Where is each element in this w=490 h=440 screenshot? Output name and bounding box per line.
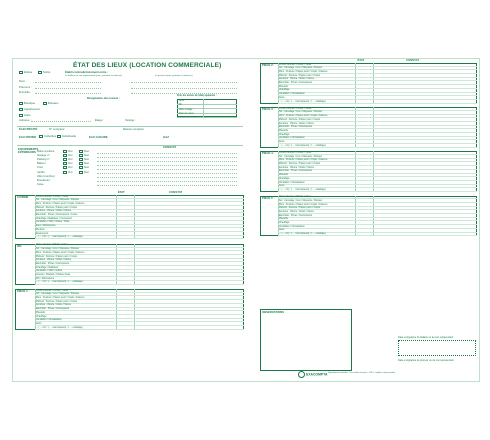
page-title: ÉTAT DES LIEUX (LOCATION COMMERCIALE) — [73, 62, 222, 69]
row-label: Murs : Peinture / Papier peint / Crépis / Faïence — [36, 297, 85, 299]
row-label: Plafond : Peinture / Papier peint / Crépis — [279, 207, 320, 210]
signature-preneur-label: Date et signature du preneur ou de son représentant — [398, 359, 454, 362]
row-label: Plafond : Peinture / Papier peint / Crépis — [279, 118, 320, 121]
equipement-line[interactable] — [97, 169, 237, 170]
row-label: Ventilation / Climatisation — [279, 93, 305, 96]
row-label: Électricité : Prises / Interrupteurs — [279, 170, 313, 173]
local-type-checkbox[interactable] — [43, 102, 47, 105]
oui-checkbox[interactable] — [63, 154, 67, 157]
row-label: Autre — [279, 96, 285, 99]
row-label: Plafond : Peinture / Papier peint / Crépis — [36, 300, 77, 303]
non-checkbox[interactable] — [79, 162, 83, 165]
row-label: Ventilation / Climatisation — [36, 319, 62, 322]
id-field-label: Prénoms : — [19, 84, 32, 89]
row-label: Ventilation / Climatisation — [279, 137, 305, 140]
bailleur-field-line[interactable] — [35, 82, 101, 83]
keys-row-label: Date d'usage — [179, 108, 193, 111]
row-label: Murs : Peinture / Papier peint / Crépis / Faïence — [36, 202, 85, 205]
observations-box[interactable] — [260, 309, 352, 371]
keys-row-label: Nbre — [179, 99, 184, 102]
row-label: Évier / Robinetterie — [36, 225, 56, 228]
etat-header: ÉTAT — [357, 57, 365, 62]
keys-title: Pour les termes de (date) appareils : — [177, 95, 217, 97]
row-label: Électricité : Prises / Interrupteurs — [279, 82, 313, 84]
room-name: PIÈCE 4 : — [262, 151, 275, 156]
non-label: Non — [84, 157, 90, 162]
row-label: ... (.....m²) / (..... interrupteurs) / (..... éclairage) — [36, 326, 83, 329]
oui-label: Oui — [68, 149, 73, 153]
electricite-label: ÉLECTRICITÉ — [19, 127, 38, 131]
row-label: Fenêtres : Vitrerie / Volets / Stores — [279, 78, 314, 81]
local-type-label: Autre — [24, 113, 31, 117]
row-label: Plafond : Peinture / Papier peint / Crépis — [36, 255, 77, 258]
row-label: Portes d'entrée / Plinthe / Vitres — [279, 196, 312, 199]
row-label: Plafond : Peinture / Papier peint / Crépis — [279, 74, 320, 77]
preneur-field-line[interactable] — [131, 93, 237, 94]
row-label: Chauffage — [279, 89, 290, 92]
oui-label: Oui — [68, 153, 73, 158]
collective-label: Collective — [44, 134, 57, 138]
row-label: Fenêtres : Vitrerie / Volets / Stores — [36, 304, 71, 307]
row-label: Fenêtres : Vitrerie / Volets / Stores — [36, 210, 71, 213]
document-sheet — [12, 58, 480, 382]
local-type-label: Bureaux — [48, 101, 59, 105]
non-label: Non — [84, 169, 90, 174]
equipement-label: Cour — [37, 165, 44, 170]
preneur-caption: Le preneur (nom, prénoms et adresse) — [155, 75, 193, 77]
row-label: Chauffage / Radiateur — [36, 266, 59, 269]
row-label: Sol : Carrelage / Lino / Moquette / Parquet — [36, 248, 80, 251]
row-label: Plafond : Peinture / Papier peint / Crépis — [279, 163, 320, 165]
index-label: Relevé compteur — [123, 127, 145, 131]
individuelle-checkbox[interactable] — [57, 135, 61, 138]
divider — [17, 145, 243, 146]
equipement-label: Jardin — [37, 169, 45, 174]
brand-name: EXACOMPTA — [306, 372, 328, 377]
constat-header: CONSTAT — [169, 189, 183, 194]
entree-checkbox[interactable] — [19, 71, 23, 74]
signature-bailleur-label: Date et signature du bailleur ou de son représentant — [398, 336, 454, 339]
equipement-line[interactable] — [97, 185, 237, 186]
row-label: ... (.....m²) / (..... interrupteurs) / (..... éclairage) — [279, 100, 326, 103]
observations-label: OBSERVATIONS — [262, 310, 284, 314]
bailleur-field-line[interactable] — [35, 93, 101, 94]
sortie-label: Sortie — [43, 70, 51, 74]
row-label: Placards — [279, 129, 288, 132]
row-label: Sol : Carrelage / Lino / Moquette / Parquet — [36, 293, 80, 296]
row-label: Sol : Carrelage / Lino / Moquette / Parquet — [36, 199, 80, 202]
row-label: Autre — [279, 141, 285, 143]
row-label: Placards — [279, 174, 288, 177]
eau-chaude-label: EAU CHAUDE — [89, 135, 108, 139]
entree-label: Entrée — [24, 70, 33, 74]
row-label: Portes d'entrée / Plinthe / Vitres — [36, 289, 69, 292]
row-label: ... (.....m²) / (..... interrupteurs) / (..... éclairage) — [279, 233, 326, 236]
row-label: WC / Robinetterie — [36, 277, 55, 280]
row-label: ... (.....m²) / (..... interrupteurs) / (..... éclairage) — [279, 144, 326, 147]
equipement-line[interactable] — [97, 161, 237, 162]
oui-checkbox[interactable] — [63, 158, 67, 161]
equipement-label: Balcon — [37, 161, 46, 166]
row-label: Électricité : Prises / Interrupteurs — [279, 214, 313, 217]
row-label: Autre — [279, 185, 285, 188]
equipement-label: Émetteurs — [37, 177, 50, 182]
vestige-label: Vestige : — [125, 118, 136, 122]
non-label: Non — [84, 149, 90, 153]
equipement-label: Parking n° — [37, 157, 50, 162]
row-label: Sol : Carrelage / Lino / Moquette / Parquet — [279, 199, 323, 202]
row-label: ... (.....m²) / (..... interrupteurs) / (..... éclairage) — [36, 281, 83, 284]
room-name: WC — [17, 243, 22, 248]
adresse-label: Adresse : — [19, 118, 31, 122]
constat-header: CONSTAT — [406, 57, 420, 62]
row-label: Ventilation / Climatisation — [279, 225, 305, 228]
id-field-label: Nom : — [19, 79, 27, 83]
non-checkbox[interactable] — [79, 171, 83, 174]
equipement-line[interactable] — [97, 177, 237, 178]
oui-checkbox[interactable] — [63, 166, 67, 169]
keys-row-label: Nb — [179, 104, 182, 107]
row-label: Fenêtres : Vitrerie / Volets / Stores — [36, 259, 71, 262]
row-label: Murs : Peinture / Papier peint / Crépis / Faïence — [279, 70, 328, 73]
signature-bailleur-box[interactable] — [398, 340, 476, 356]
equipements-title: ÉQUIPEMENTS EXTÉRIEURS — [18, 147, 39, 154]
exacompta-logo-icon — [298, 371, 305, 378]
individuelle-label: Individuelle — [62, 134, 76, 138]
non-checkbox[interactable] — [79, 154, 83, 157]
equipement-line[interactable] — [97, 181, 237, 182]
equipement-line[interactable] — [97, 153, 237, 154]
non-label: Non — [84, 165, 90, 170]
keys-row-line — [177, 117, 237, 118]
collective-checkbox[interactable] — [39, 135, 43, 138]
left-page — [13, 59, 246, 381]
row-label: Fenêtres : Vitrerie / Volets / Stores — [279, 166, 314, 169]
row-label: Chauffage — [279, 222, 290, 224]
row-label: Portes d'entrée / Plinthe / Vitres — [279, 151, 312, 154]
keys-row-line — [177, 104, 237, 105]
equipement-line[interactable] — [97, 157, 237, 158]
oui-label: Oui — [68, 169, 73, 174]
oui-checkbox[interactable] — [63, 150, 67, 153]
row-label: Chauffage — [279, 177, 290, 180]
adresse-line[interactable] — [31, 121, 91, 122]
brand-logo — [298, 371, 327, 378]
row-label: Murs : Peinture / Papier peint / Crépis / Faïence — [279, 159, 328, 162]
equipements-constat-header: CONSTAT — [163, 145, 177, 149]
row-label: Électricité : Prises / Interrupteurs — [36, 262, 70, 265]
oui-label: Oui — [68, 157, 73, 162]
local-type-checkbox[interactable] — [19, 102, 23, 105]
row-label: Meubles — [36, 228, 45, 231]
non-checkbox[interactable] — [79, 158, 83, 161]
sortie-checkbox[interactable] — [38, 71, 42, 74]
row-label: Chauffage — [36, 315, 47, 318]
row-label: Murs : Peinture / Papier peint / Crépis / Faïence — [279, 203, 328, 206]
row-label: Fenêtres : Vitrerie / Volets / Stores — [279, 122, 314, 125]
eau-froide-label: EAU FROIDE — [19, 135, 37, 139]
equipement-label: Boîte à lettres — [37, 149, 55, 153]
oui-checkbox[interactable] — [63, 171, 67, 174]
row-label: Autre — [279, 229, 285, 232]
row-label: Murs : Peinture / Papier peint / Crépis / Faïence — [279, 115, 328, 118]
preneur-field-line[interactable] — [131, 82, 237, 83]
keys-col-line — [203, 99, 204, 117]
non-checkbox[interactable] — [79, 166, 83, 169]
right-page — [258, 59, 479, 381]
local-type-label: Appartement — [24, 107, 41, 111]
keys-row-label: Date de relevé — [179, 113, 194, 116]
etat-header: ÉTAT — [117, 189, 125, 194]
equipement-label: Clés (nombre) — [37, 173, 55, 178]
row-label: Sol : Carrelage / Lino / Moquette / Parquet — [279, 111, 323, 114]
row-label: Ventilation / VMC / Grilles — [36, 270, 63, 273]
oui-label: Oui — [68, 165, 73, 170]
preneur-field-line[interactable] — [131, 88, 237, 89]
row-label: Plafond : Peinture / Papier peint / Crépis — [36, 206, 77, 209]
row-label: Électricité : Prises / Interrupteurs / Lustre — [36, 214, 78, 216]
room-name: PIÈCE 2 : — [262, 63, 275, 67]
row-label: Électricité : Prises / Interrupteurs — [279, 126, 313, 129]
bailleur-field-line[interactable] — [35, 88, 101, 89]
non-label: Non — [84, 161, 90, 166]
row-label: Placards — [279, 85, 288, 88]
gaz-label: GAZ — [163, 135, 169, 139]
row-label: Murs : Peinture / Papier peint / Crépis / Faïence — [36, 251, 85, 254]
row-label: ... (.....m²) / (..... interrupteurs) / (..... éclairage) — [279, 188, 326, 191]
footer-ref: Reproduction interdite - Tous droits réservés - 2014 - modèle commercialisé — [328, 372, 396, 374]
room-name: PIÈCE 3 : — [262, 107, 275, 112]
row-label: Placards — [279, 218, 288, 221]
etabli-label: Établi contradictoirement entre : — [65, 70, 109, 74]
local-type-label: Boutique — [24, 101, 36, 105]
row-label: Portes d'entrée / Plinthe / Vitres — [36, 244, 69, 247]
oui-checkbox[interactable] — [63, 162, 67, 165]
room-name: PIÈCE 1 : — [17, 289, 30, 294]
non-label: Non — [84, 153, 90, 158]
equipement-label: Cave — [37, 181, 44, 186]
row-label: Ventilation / VMC / Grilles / Hotte — [36, 221, 70, 224]
row-label: Autre — [36, 322, 42, 325]
row-label: Cuvette / Abattant / Chasse d'eau — [36, 274, 71, 276]
row-label: ... (.....m²) / (..... interrupteurs) / (..... éclairage) — [36, 236, 83, 239]
row-label: Chauffage — [279, 133, 290, 136]
room-name: CUISINE — [17, 195, 29, 199]
row-label: Portes d'entrée / Plinthe / Vitres — [279, 63, 312, 66]
designation-label: Désignation des locaux : — [87, 96, 120, 100]
local-type-checkbox[interactable] — [19, 114, 23, 117]
room-name: PIÈCE 5 : — [262, 195, 275, 200]
equipement-line[interactable] — [97, 165, 237, 166]
bailleur-caption: Le bailleur ou son représentant (nom, prénoms et adresse) — [65, 75, 123, 77]
local-type-checkbox[interactable] — [19, 108, 23, 111]
row-label: Sol : Carrelage / Lino / Moquette / Parquet — [279, 67, 323, 70]
row-label: Électricité : Prises / Interrupteurs — [36, 308, 70, 311]
row-label: Portes d'entrée / Plinthe / Vitres — [279, 107, 312, 110]
etage-label: Étage : — [95, 118, 104, 122]
row-label: Chauffage / Radiateur / Convecteur — [36, 217, 73, 220]
row-label: Portes d'entrée / Plinthe / Vitres — [36, 195, 69, 198]
row-label: Équipement — [36, 232, 49, 235]
row-label: Sol : Carrelage / Lino / Moquette / Parquet — [279, 155, 323, 158]
row-label: Fenêtres : Vitrerie / Volets / Stores — [279, 210, 314, 213]
n-compteur-label: N° compteur — [49, 127, 65, 131]
equipement-label: Garage n° — [37, 153, 50, 158]
row-label: Placards — [36, 311, 45, 314]
equipement-line[interactable] — [97, 173, 237, 174]
oui-label: Oui — [68, 161, 73, 166]
non-checkbox[interactable] — [79, 150, 83, 153]
id-field-label: Domicile : — [19, 90, 32, 94]
row-label: Ventilation / Climatisation — [279, 181, 305, 184]
